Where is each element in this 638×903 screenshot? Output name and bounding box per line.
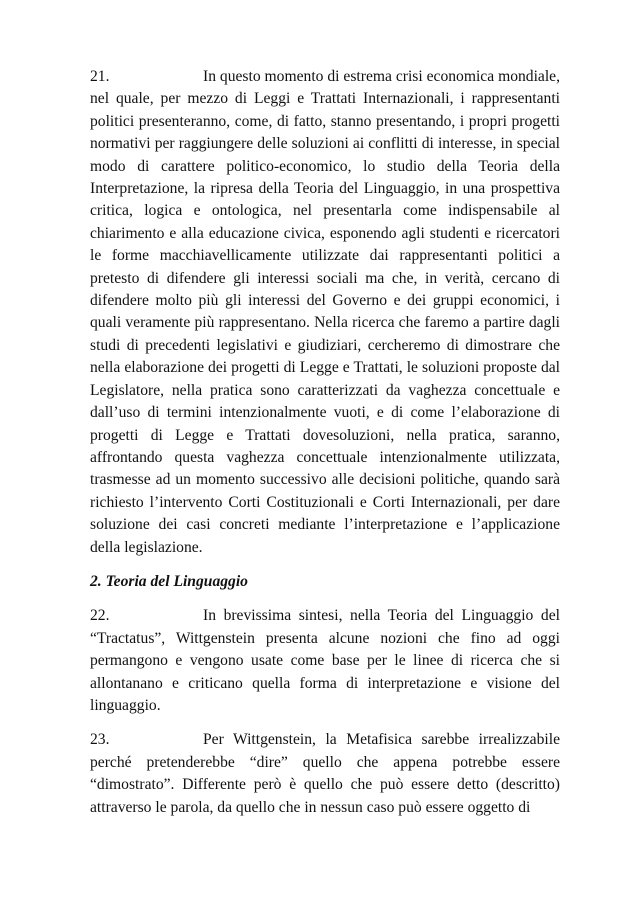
- document-body: [90, 66, 560, 819]
- paragraph-number: 21.: [90, 68, 110, 85]
- paragraph-text: Per Wittgenstein, la Metafisica sarebbe irrealizzabile perché pretenderebbe “dire” quello che appena potrebbe essere “dimostrato”. Differente però è quello che può essere detto (descritto) attraverso le parola, da quello che in nessun caso può essere oggetto di: [90, 731, 560, 816]
- paragraph-text: In questo momento di estrema crisi economica mondiale, nel quale, per mezzo di Leggi e Trattati Internazionali, i rappresentanti politici presenteranno, come, di fatto, stanno presentando, i propri progetti normativi per raggiungere delle soluzioni ai conflitti di interesse, in special modo di carattere politico-economico, lo studio della Teoria della Interpretazione, la ripresa della Teoria del Linguaggio, in una prospettiva critica, logica e ontologica, nel presentarla come indispensabile al chiarimento e alla educazione civica, esponendo agli studenti e ricercatori le forme macchiavellicamente utilizzate dai rappresentanti politici a pretesto di difendere gli interessi sociali ma che, in verità, cercano di difendere molto più gli interessi del Governo e dei gruppi economici, i quali veramente più rappresentano. Nella ricerca che faremo a partire dagli studi di precedenti legislativi e giudiziari, cercheremo di dimostrare che nella elaborazione dei progetti di Legge e Trattati, le soluzioni proposte dal Legislatore, nella pratica sono caratterizzati da vaghezza concettuale e dall’uso di termini intenzionalmente vuoti, e di come l’elaborazione di progetti di Legge e Trattati dovesoluzioni, nella pratica, saranno, affrontando questa vaghezza concettuale intenzionalmente utilizzata, trasmesse ad un momento successivo alle decisioni politiche, quando sarà richiesto l’intervento Corti Costituzionali e Corti Internazionali, per dare soluzione dei casi concreti mediante l’interpretazione e l’applicazione della legislazione.: [90, 68, 560, 556]
- section-heading: 2. Teoria del Linguaggio: [90, 572, 248, 590]
- paragraph-text: In brevissima sintesi, nella Teoria del Linguaggio del “Tractatus”, Wittgenstein presenta alcune nozioni che fino ad oggi permangono e vengono usate come base per le linee di ricerca che si allontanano e criticano quella forma di interpretazione e visione del linguaggio.: [90, 607, 560, 714]
- paragraph-number: 23.: [90, 731, 110, 749]
- paragraph-22: [90, 605, 560, 717]
- paragraph-number: 22.: [90, 607, 110, 625]
- paragraph-23: [90, 729, 560, 819]
- paragraph-21: [90, 66, 560, 559]
